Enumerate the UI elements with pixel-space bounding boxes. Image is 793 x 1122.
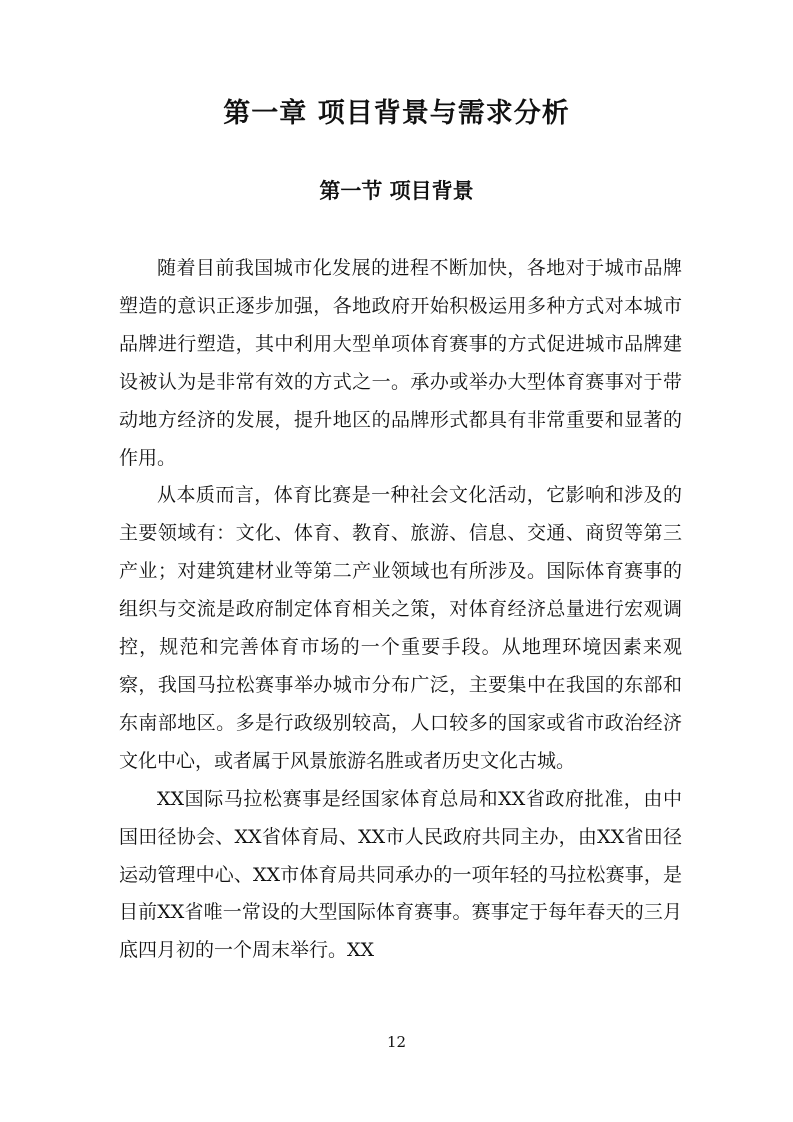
- body-text: [119, 250, 682, 970]
- paragraph: 随着目前我国城市化发展的进程不断加快，各地对于城市品牌塑造的意识正逐步加强，各地政府开始积极运用多种方式对本城市品牌进行塑造，其中利用大型单项体育赛事的方式促进城市品牌建设被认为是非常有效的方式之一。承办或举办大型体育赛事对于带动地方经济的发展，提升地区的品牌形式都具有非常重要和显著的作用。: [119, 257, 682, 469]
- paragraph: 从本质而言，体育比赛是一种社会文化活动，它影响和涉及的主要领域有：文化、体育、教育、旅游、信息、交通、商贸等第三产业；对建筑建材业等第二产业领域也有所涉及。国际体育赛事的组织与交流是政府制定体育相关之策，对体育经济总量进行宏观调控，规范和完善体育市场的一个重要手段。从地理环境因素来观察，我国马拉松赛事举办城市分布广泛，主要集中在我国的东部和东南部地区。多是行政级别较高，人口较多的国家或省市政治经济文化中心，或者属于风景旅游名胜或者历史文化古城。: [119, 484, 682, 772]
- chapter-title: 第一章 项目背景与需求分析: [223, 98, 570, 129]
- paragraph: XX国际马拉松赛事是经国家体育总局和XX省政府批准，由中国田径协会、XX省体育局、XX市人民政府共同主办，由XX省田径运动管理中心、XX市体育局共同承办的一项年轻的马拉松赛事，是目前XX省唯一常设的大型国际体育赛事。赛事定于每年春天的三月底四月初的一个周末举行。XX: [119, 787, 682, 962]
- page-number: 12: [386, 1033, 407, 1051]
- section-title: 第一节 项目背景: [319, 179, 474, 203]
